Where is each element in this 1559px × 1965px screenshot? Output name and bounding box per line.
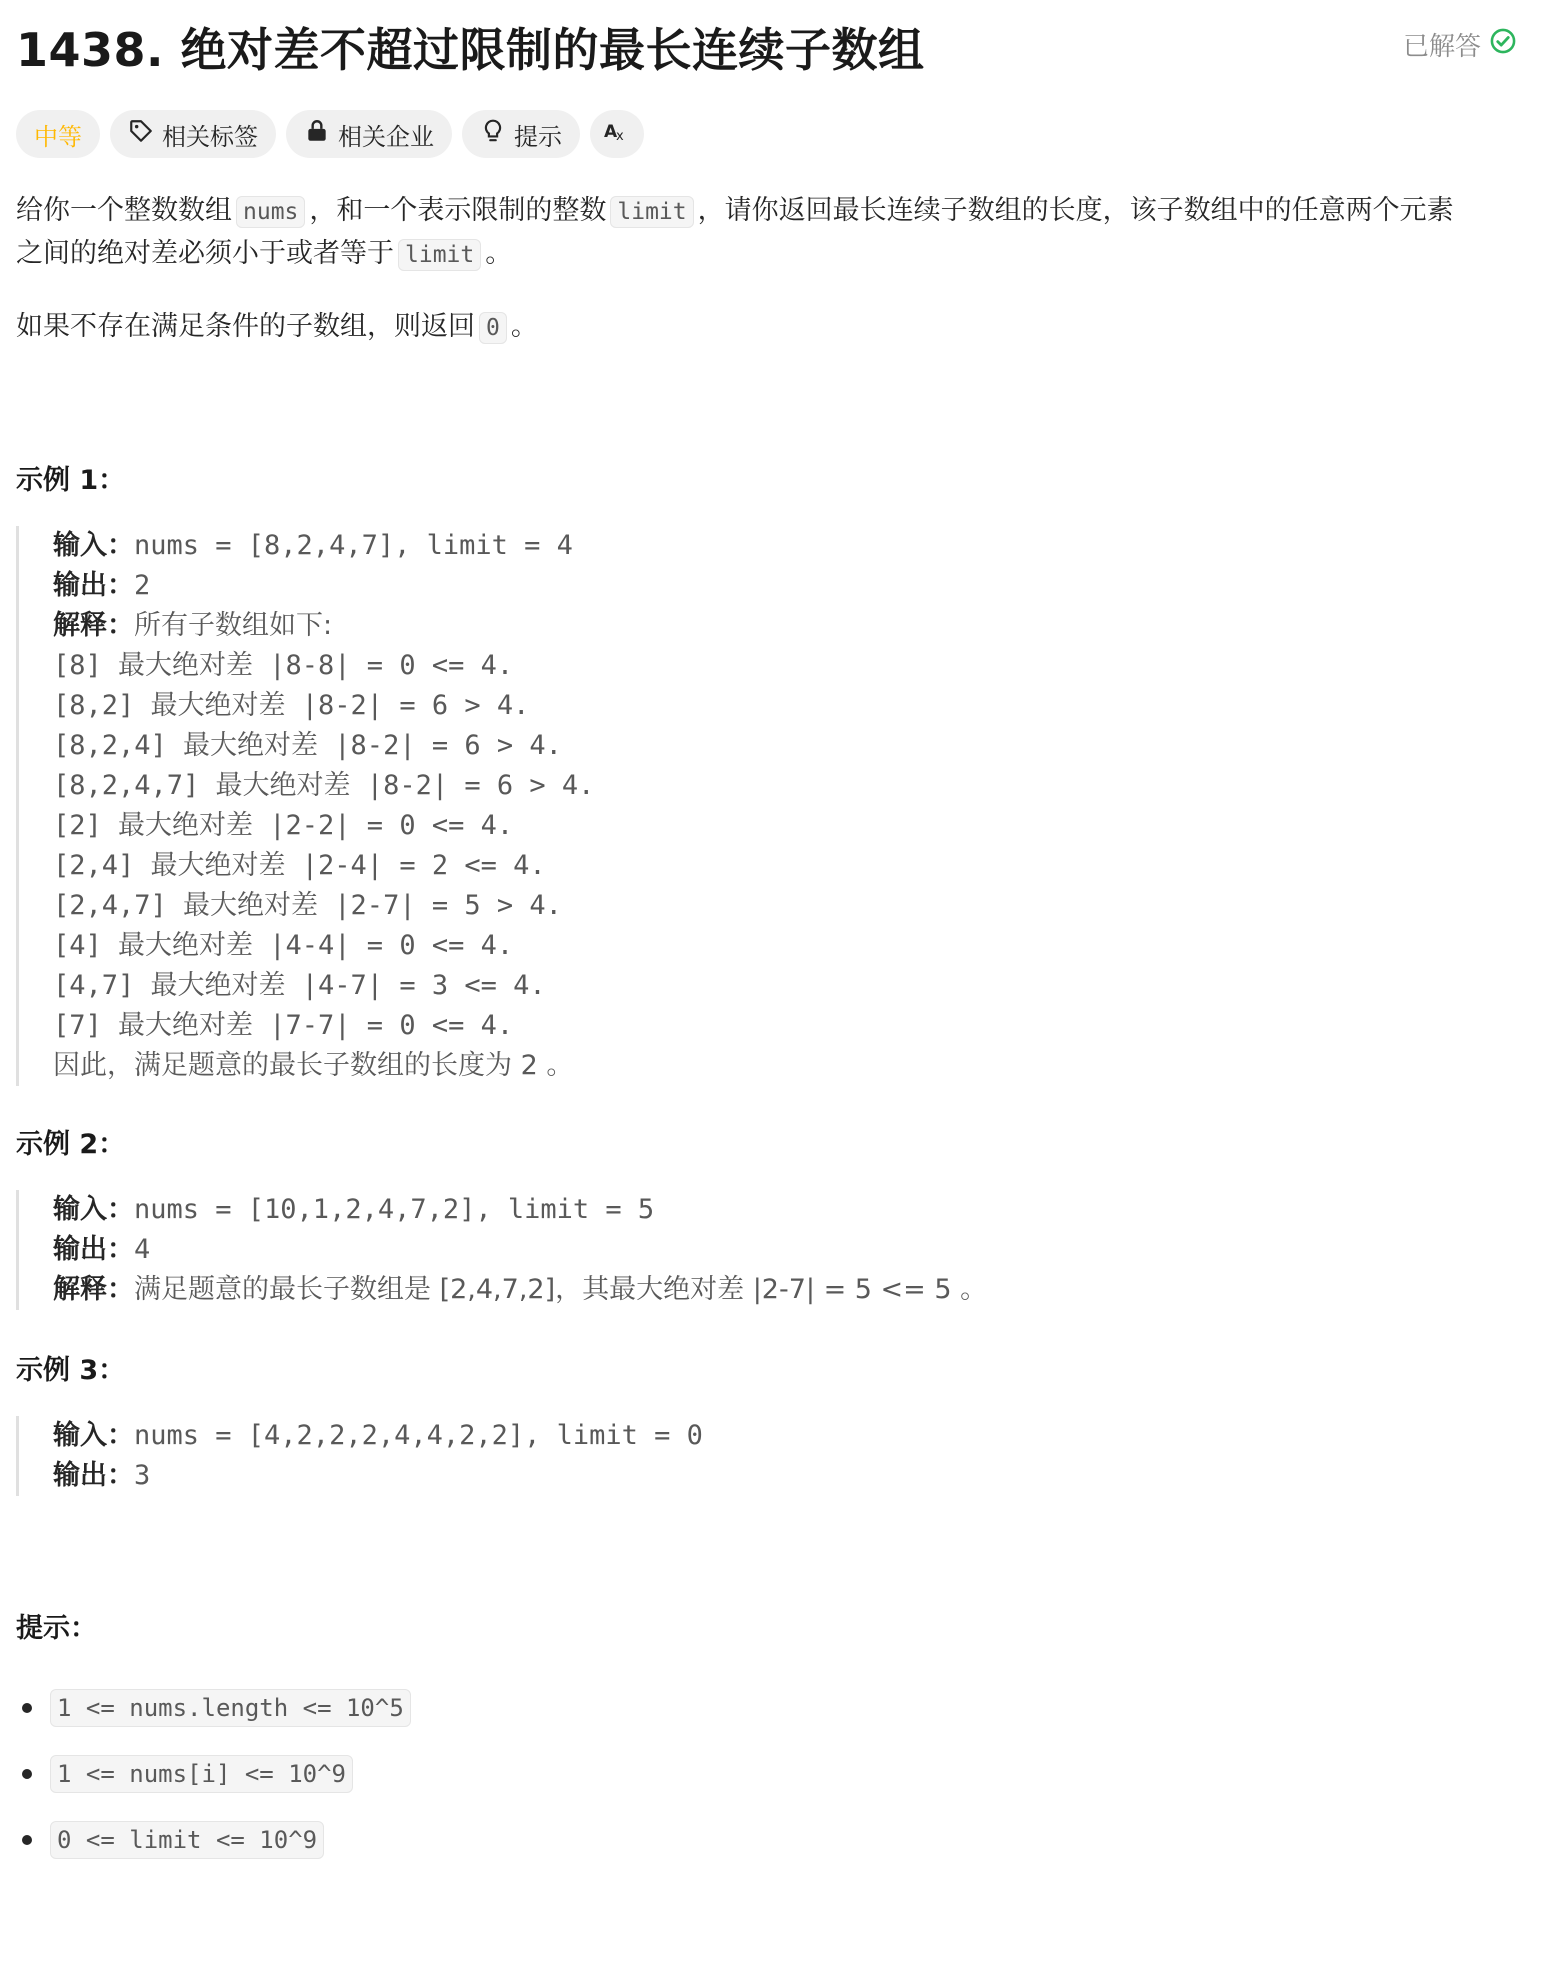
example-input: nums = [4,2,2,2,4,4,2,2], limit = 0 <box>134 1420 703 1451</box>
explanation-line: [8] 最大绝对差 |8-8| = 0 <= 4. <box>53 650 514 681</box>
translate-icon <box>604 118 630 150</box>
list-item <box>16 1675 411 1741</box>
desc-text: ，请你返回最长连续子数组的长度，该子数组中的任意两个元素 <box>697 195 1454 226</box>
desc-text: 之间的绝对差必须小于或者等于 <box>16 238 394 269</box>
bullet-icon <box>22 1835 32 1845</box>
example-output: 3 <box>134 1460 151 1491</box>
inline-code: limit <box>398 239 481 271</box>
desc-text: 。 <box>485 238 513 269</box>
inline-code: limit <box>610 196 693 228</box>
list-item <box>16 1741 411 1807</box>
output-label: 输出： <box>53 1234 134 1265</box>
related-topics-label: 相关标签 <box>162 122 258 151</box>
example-input: nums = [8,2,4,7], limit = 4 <box>134 530 573 561</box>
difficulty-badge <box>16 110 100 158</box>
input-label: 输入： <box>53 1420 134 1451</box>
constraint-code: 1 <= nums[i] <= 10^9 <box>50 1755 353 1793</box>
problem-tags <box>16 110 644 158</box>
bullet-icon <box>22 1769 32 1779</box>
example-explanation: 满足题意的最长子数组是 [2,4,7,2]，其最大绝对差 |2-7| = 5 <= 5 。 <box>134 1274 988 1305</box>
desc-text: ，和一个表示限制的整数 <box>309 195 607 226</box>
desc-text: 如果不存在满足条件的子数组，则返回 <box>16 311 475 342</box>
constraint-code: 1 <= nums.length <= 10^5 <box>50 1689 411 1727</box>
example-output: 2 <box>134 570 151 601</box>
svg-text:x: x <box>616 129 624 144</box>
explanation-line: [8,2,4] 最大绝对差 |8-2| = 6 > 4. <box>53 730 562 761</box>
explanation-line: [8,2,4,7] 最大绝对差 |8-2| = 6 > 4. <box>53 770 595 801</box>
example-2-block <box>16 1190 987 1310</box>
related-companies-label: 相关企业 <box>338 122 434 151</box>
bullet-icon <box>22 1703 32 1713</box>
input-label: 输入： <box>53 530 134 561</box>
constraints-list <box>16 1675 411 1873</box>
explanation-conclusion: 因此，满足题意的最长子数组的长度为 2 。 <box>53 1050 574 1081</box>
list-item <box>16 1807 411 1873</box>
example-1-block <box>16 526 594 1086</box>
related-companies-button[interactable] <box>286 110 452 158</box>
constraints-heading: 提示： <box>16 1613 97 1644</box>
example-2-heading: 示例 2： <box>16 1129 126 1160</box>
example-input: nums = [10,1,2,4,7,2], limit = 5 <box>134 1194 655 1225</box>
description-paragraph-1 <box>16 190 1454 276</box>
explanation-line: [7] 最大绝对差 |7-7| = 0 <= 4. <box>53 1010 514 1041</box>
problem-title: 1438. 绝对差不超过限制的最长连续子数组 <box>16 23 925 77</box>
related-topics-button[interactable] <box>110 110 276 158</box>
explanation-line: [2] 最大绝对差 |2-2| = 0 <= 4. <box>53 810 514 841</box>
explanation-line: [8,2] 最大绝对差 |8-2| = 6 > 4. <box>53 690 530 721</box>
difficulty-label: 中等 <box>34 122 82 151</box>
inline-code: nums <box>236 196 305 228</box>
desc-text: 给你一个整数数组 <box>16 195 232 226</box>
desc-text: 。 <box>510 311 538 342</box>
tag-icon <box>128 118 154 150</box>
example-output: 4 <box>134 1234 151 1265</box>
output-label: 输出： <box>53 570 134 601</box>
description-paragraph-2 <box>16 306 538 349</box>
explanation-line: [4,7] 最大绝对差 |4-7| = 3 <= 4. <box>53 970 546 1001</box>
output-label: 输出： <box>53 1460 134 1491</box>
example-3-block <box>16 1416 703 1496</box>
example-1-heading: 示例 1： <box>16 465 126 496</box>
explain-label: 解释： <box>53 1274 134 1305</box>
translate-button[interactable] <box>590 110 644 158</box>
input-label: 输入： <box>53 1194 134 1225</box>
explanation-line: [2,4] 最大绝对差 |2-4| = 2 <= 4. <box>53 850 546 881</box>
hint-label: 提示 <box>514 122 562 151</box>
inline-code: 0 <box>479 312 507 344</box>
lightbulb-icon <box>480 118 506 150</box>
check-circle-icon <box>1489 27 1517 62</box>
solved-label: 已解答 <box>1402 32 1481 62</box>
constraint-code: 0 <= limit <= 10^9 <box>50 1821 324 1859</box>
example-explanation: 所有子数组如下: <box>134 610 333 641</box>
hint-button[interactable] <box>462 110 580 158</box>
svg-text:A: A <box>604 122 618 142</box>
explain-label: 解释： <box>53 610 134 641</box>
solved-status <box>1403 26 1517 63</box>
lock-icon <box>304 118 330 150</box>
example-3-heading: 示例 3： <box>16 1355 126 1386</box>
explanation-line: [4] 最大绝对差 |4-4| = 0 <= 4. <box>53 930 514 961</box>
explanation-line: [2,4,7] 最大绝对差 |2-7| = 5 > 4. <box>53 890 562 921</box>
